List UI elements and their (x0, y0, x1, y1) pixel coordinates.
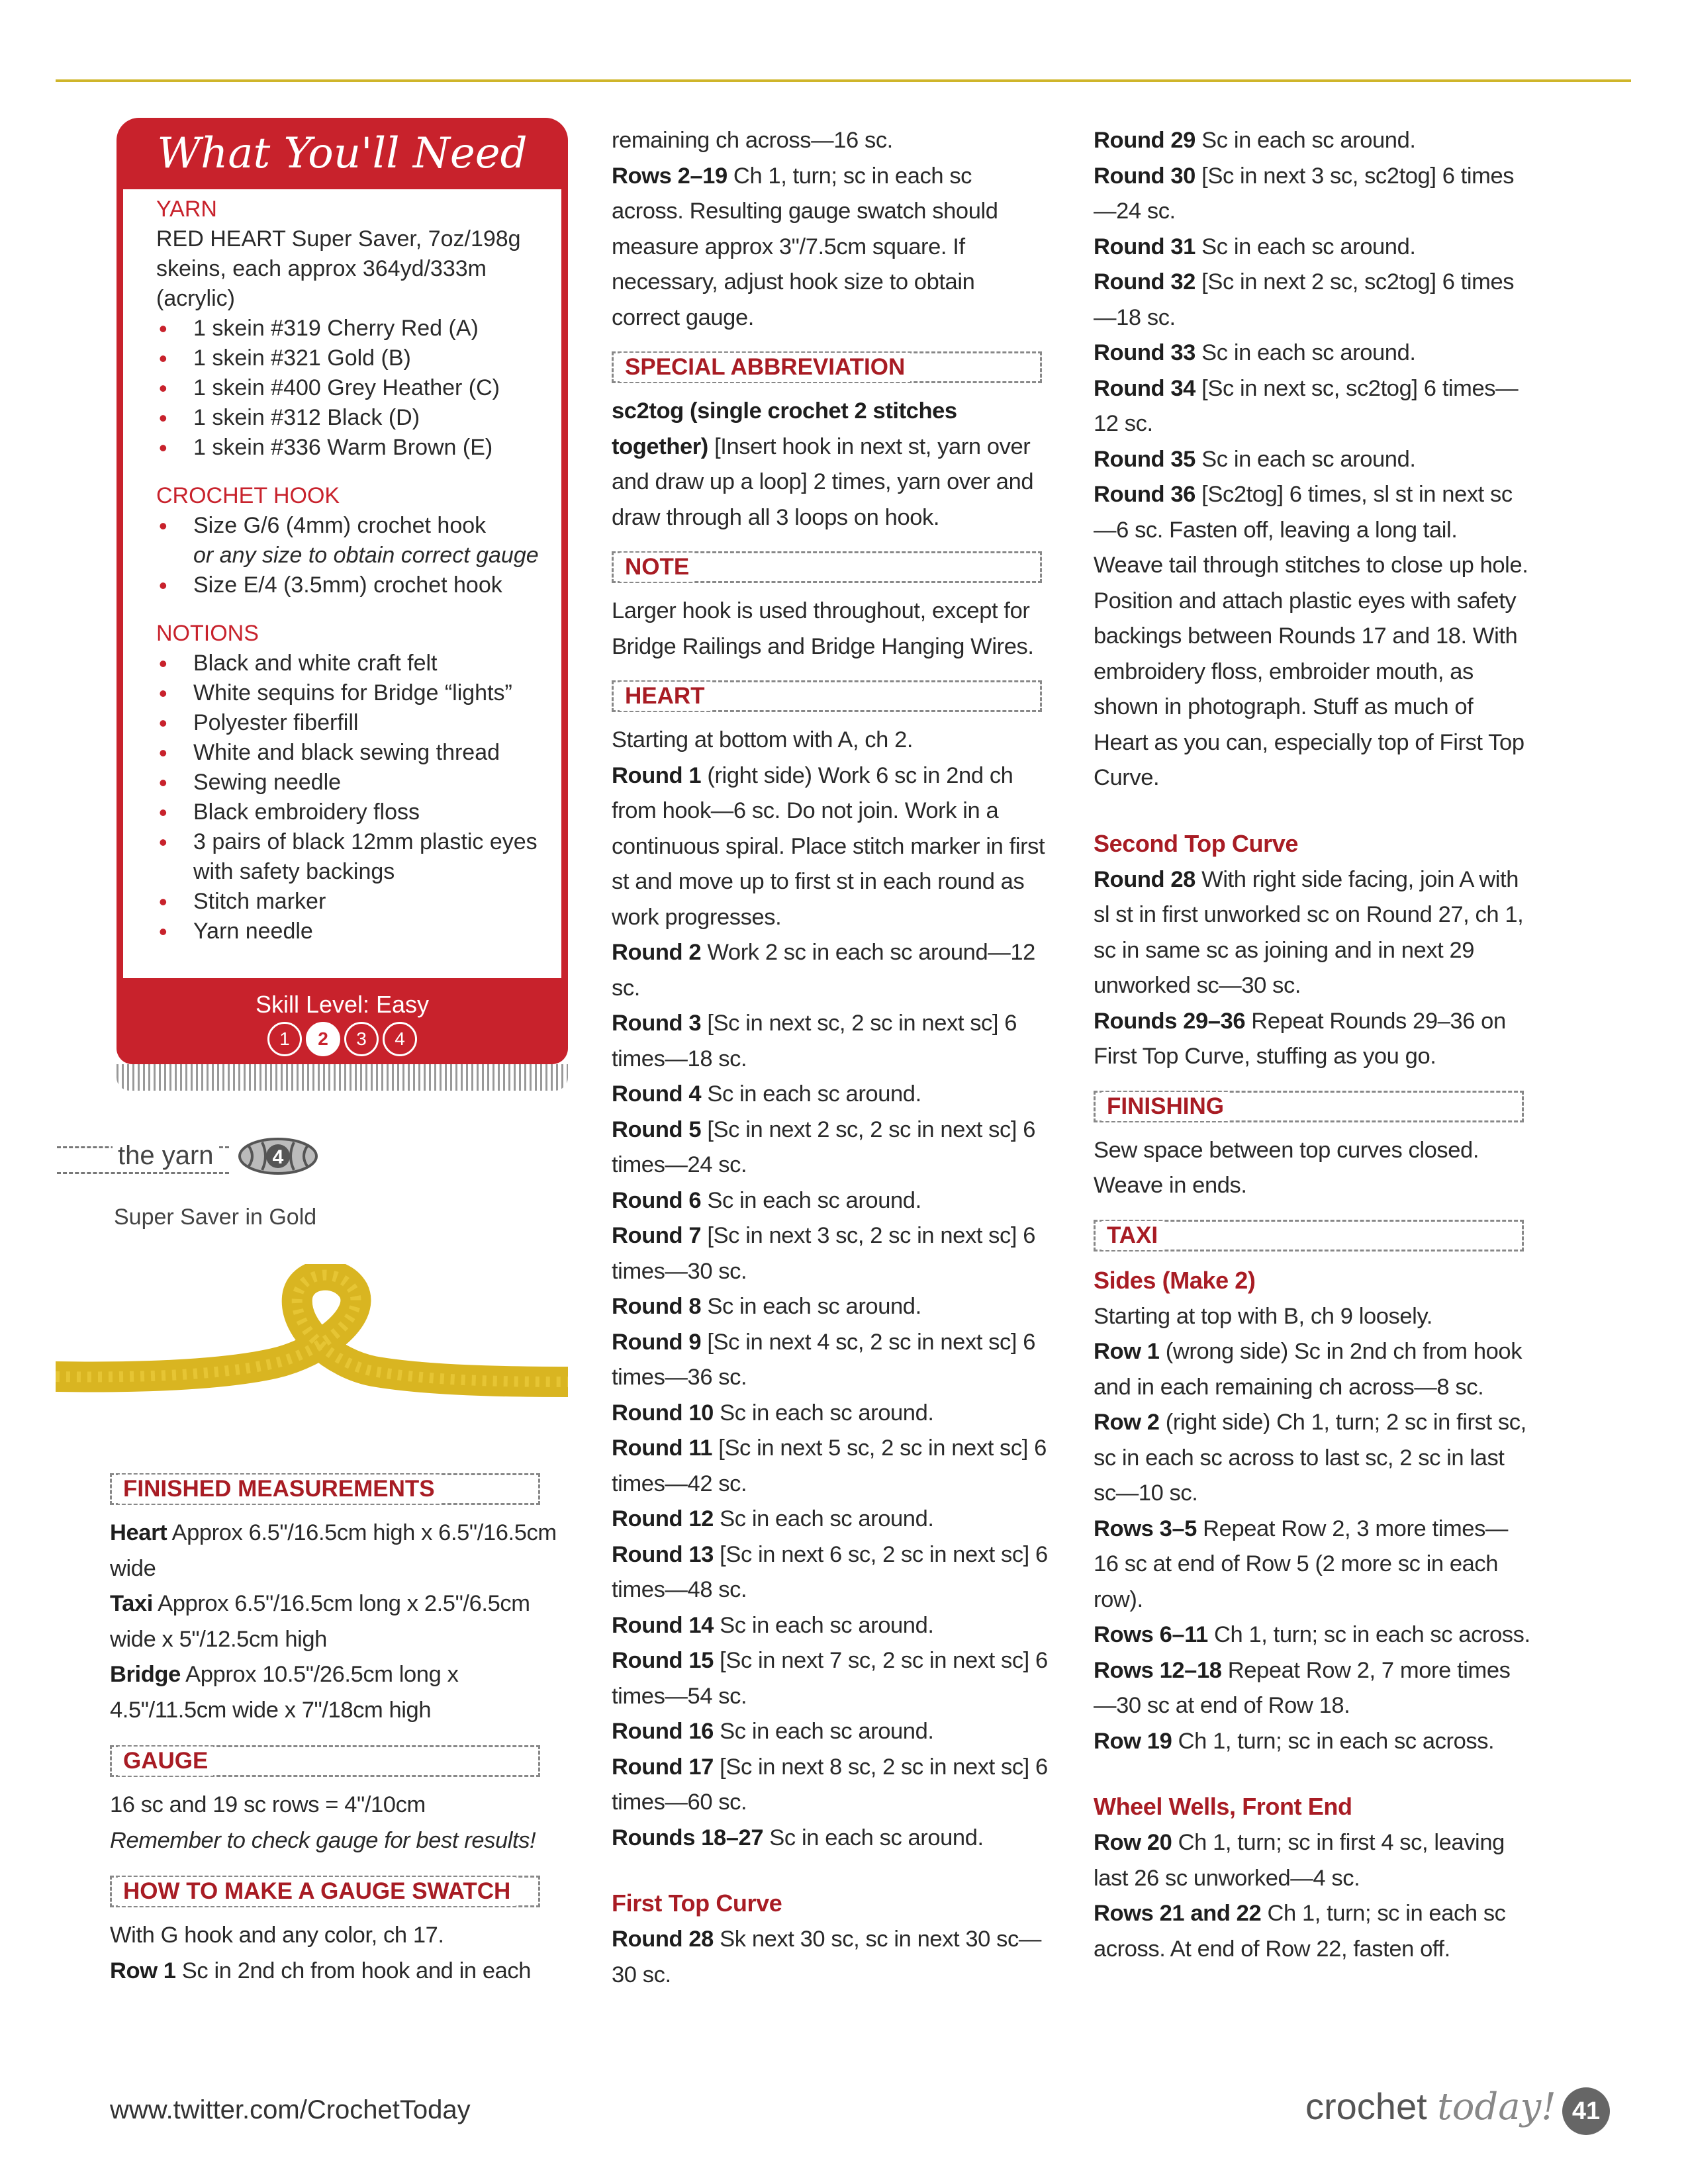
round-32: Round 32 [Sc in next 2 sc, sc2tog] 6 times—18 sc. (1094, 269, 1515, 330)
round-12: Round 12 Sc in each sc around. (612, 1506, 934, 1531)
left-column (110, 1463, 573, 1989)
heart-header: HEART (612, 678, 1042, 716)
list-item: • 3 pairs of black 12mm plastic eyes with safety backings (193, 827, 548, 887)
list-item: • Black embroidery floss (193, 797, 548, 827)
page-number: 41 (1562, 2087, 1610, 2135)
round-31: Round 31 Sc in each sc around. (1094, 234, 1416, 259)
round-9: Round 9 [Sc in next 4 sc, 2 sc in next sc] 6 times—36 sc. (612, 1329, 1036, 1390)
finished-measurements-header: FINISHED MEASUREMENTS (110, 1471, 540, 1509)
yarn-list (156, 314, 548, 463)
hook-item-text: Size G/6 (4mm) crochet hook (193, 513, 487, 538)
measurement-heart: Heart Approx 6.5"/16.5cm high x 6.5"/16.5cm wide (110, 1520, 557, 1581)
list-item: • 1 skein #400 Grey Heather (C) (193, 373, 548, 403)
first-top-curve-heading: First Top Curve (612, 1889, 782, 1917)
yarn-title: YARN (156, 197, 217, 222)
finishing-text: Sew space between top curves closed. Weave in ends. (1094, 1137, 1479, 1198)
round-3: Round 3 [Sc in next sc, 2 sc in next sc] 6 times—18 sc. (612, 1011, 1017, 1071)
second-top-curve-heading: Second Top Curve (1094, 829, 1298, 857)
brand-logo: crochet today! (1305, 2085, 1556, 2128)
rows-2-19: Rows 2–19 Ch 1, turn; sc in each sc across. Resulting gauge swatch should measure approx 3"/7.5cm square. If necessary, adjust hook size to obtain correct gauge. (612, 163, 998, 330)
wheel-rows-21-22: Rows 21 and 22 Ch 1, turn; sc in each sc across. At end of Row 22, fasten off. (1094, 1901, 1506, 1962)
skill-level-4: 4 (383, 1022, 417, 1056)
round-16: Round 16 Sc in each sc around. (612, 1719, 934, 1744)
taxi-header: TAXI (1094, 1217, 1524, 1255)
wyn-title: What You'll Need (117, 118, 568, 189)
list-item (193, 511, 548, 570)
side-row-1: Row 1 (wrong side) Sc in 2nd ch from hook and in each remaining ch across—8 sc. (1094, 1339, 1523, 1400)
gauge-swatch-header: HOW TO MAKE A GAUGE SWATCH (110, 1873, 540, 1911)
note-header: NOTE (612, 549, 1042, 587)
round-34: Round 34 [Sc in next sc, sc2tog] 6 times—12 sc. (1094, 375, 1519, 436)
yarn-caption: Super Saver in Gold (114, 1205, 317, 1230)
round-35: Round 35 Sc in each sc around. (1094, 446, 1416, 472)
list-item: • Polyester fiberfill (193, 708, 548, 738)
note-text: Larger hook is used throughout, except for Bridge Railings and Bridge Hanging Wires. (612, 598, 1034, 659)
list-item: • 1 skein #336 Warm Brown (E) (193, 433, 548, 463)
top-rule (56, 79, 1631, 82)
gauge-note: Remember to check gauge for best results! (110, 1827, 536, 1853)
round-17: Round 17 [Sc in next 8 sc, 2 sc in next sc] 6 times—60 sc. (612, 1754, 1048, 1815)
notions-title: NOTIONS (156, 621, 259, 646)
list-item: • Size E/4 (3.5mm) crochet hook (193, 570, 548, 600)
hook-list (156, 511, 548, 600)
round-8: Round 8 Sc in each sc around. (612, 1294, 921, 1319)
list-item: • Black and white craft felt (193, 649, 548, 678)
second-top-curve-round-28: Round 28 With right side facing, join A with sl st in first unworked sc on Round 27, ch 1, sc in same sc as joining and in next 29 unworked sc—30 sc. (1094, 866, 1524, 998)
skill-level-3: 3 (344, 1022, 379, 1056)
gauge-text: 16 sc and 19 sc rows = 4"/10cm (110, 1792, 426, 1817)
list-item: • White and black sewing thread (193, 738, 548, 768)
round-1: Round 1 (right side) Work 6 sc in 2nd ch from hook—6 sc. Do not join. Work in a continuous spiral. Place stitch marker in first st and move up to first st in each round as work progresses. (612, 762, 1045, 930)
wheel-wells-heading: Wheel Wells, Front End (1094, 1793, 1352, 1820)
swatch-row1: Row 1 Sc in 2nd ch from hook and in each (110, 1958, 532, 1983)
right-column (1094, 123, 1530, 1967)
round-5: Round 5 [Sc in next 2 sc, 2 sc in next sc] 6 times—24 sc. (612, 1116, 1036, 1177)
measurement-taxi: Taxi Approx 6.5"/16.5cm long x 2.5"/6.5cm wide x 5"/12.5cm high (110, 1591, 530, 1652)
hook-item-note: or any size to obtain correct gauge (193, 543, 539, 568)
round-29: Round 29 Sc in each sc around. (1094, 128, 1416, 153)
round-13: Round 13 [Sc in next 6 sc, 2 sc in next sc] 6 times—48 sc. (612, 1541, 1048, 1602)
notions-list (156, 649, 548, 946)
round-14: Round 14 Sc in each sc around. (612, 1612, 934, 1638)
second-top-curve-rounds-29-36: Rounds 29–36 Repeat Rounds 29–36 on First Top Curve, stuffing as you go. (1094, 1008, 1506, 1069)
the-yarn-text: the yarn (113, 1141, 219, 1170)
skill-level-banner (117, 978, 568, 1064)
wyn-body (117, 189, 568, 1024)
yarn-weight-icon (236, 1133, 320, 1179)
list-item: • 1 skein #321 Gold (B) (193, 343, 548, 373)
special-abbreviation: sc2tog (single crochet 2 stitches together) [Insert hook in next st, yarn over and draw up a loop] 2 times, yarn over and draw through all 3 loops on hook. (612, 398, 1034, 530)
measurement-bridge: Bridge Approx 10.5"/26.5cm long x 4.5"/11.5cm wide x 7"/18cm high (110, 1662, 459, 1723)
round-6: Round 6 Sc in each sc around. (612, 1187, 921, 1213)
spiral-binding-graphic (117, 1064, 568, 1091)
list-item: • White sequins for Bridge “lights” (193, 678, 548, 708)
sides-start: Starting at top with B, ch 9 loosely. (1094, 1303, 1432, 1329)
first-top-curve-round-28: Round 28 Sk next 30 sc, sc in next 30 sc—30 sc. (612, 1927, 1041, 1987)
what-youll-need-box (117, 118, 568, 1109)
side-rows-3-5: Rows 3–5 Repeat Row 2, 3 more times—16 sc at end of Row 5 (2 more sc in each row). (1094, 1516, 1509, 1612)
middle-column (612, 123, 1049, 1993)
heart-start: Starting at bottom with A, ch 2. (612, 727, 914, 752)
side-row-2: Row 2 (right side) Ch 1, turn; 2 sc in first sc, sc in each sc across to last sc, 2 sc in last sc—10 sc. (1094, 1410, 1526, 1506)
side-rows-6-11: Rows 6–11 Ch 1, turn; sc in each sc across. (1094, 1622, 1530, 1647)
list-item: • Stitch marker (193, 887, 548, 917)
round-10: Round 10 Sc in each sc around. (612, 1400, 934, 1426)
special-abbreviation-header: SPECIAL ABBREVIATION (612, 349, 1042, 387)
sides-heading: Sides (Make 2) (1094, 1266, 1256, 1294)
round-2: Round 2 Work 2 sc in each sc around—12 sc. (612, 940, 1035, 1001)
skill-level-2: 2 (306, 1022, 340, 1056)
yarn-weight-number: 4 (272, 1146, 284, 1168)
wheel-row-20: Row 20 Ch 1, turn; sc in first 4 sc, leaving last 26 sc unworked—4 sc. (1094, 1830, 1505, 1891)
side-row-19: Row 19 Ch 1, turn; sc in each sc across. (1094, 1728, 1495, 1754)
list-item: • 1 skein #312 Black (D) (193, 403, 548, 433)
list-item: • Sewing needle (193, 768, 548, 797)
side-rows-12-18: Rows 12–18 Repeat Row 2, 7 more times—30 sc at end of Row 18. (1094, 1657, 1511, 1718)
list-item: • Yarn needle (193, 917, 548, 946)
gold-yarn-image (56, 1264, 568, 1416)
skill-level-label: Skill Level: Easy (255, 991, 430, 1018)
list-item: • 1 skein #319 Cherry Red (A) (193, 314, 548, 343)
rounds-18-27: Rounds 18–27 Sc in each sc around. (612, 1825, 984, 1850)
yarn-desc: RED HEART Super Saver, 7oz/198g skeins, each approx 364yd/333m (acrylic) (156, 226, 521, 311)
round-7: Round 7 [Sc in next 3 sc, 2 sc in next sc] 6 times—30 sc. (612, 1223, 1036, 1284)
hook-title: CROCHET HOOK (156, 483, 340, 508)
finishing-header: FINISHING (1094, 1088, 1524, 1126)
gauge-header: GAUGE (110, 1743, 540, 1781)
round-36: Round 36 [Sc2tog] 6 times, sl st in next sc—6 sc. Fasten off, leaving a long tail. Weave tail through stitches to close up hole. Position and attach plastic eyes with safety backings between Rounds 17 and 18. With embroidery floss, embroider mouth, as shown in photograph. Stuff as much of Heart as you can, especially top of First Top Curve. (1094, 482, 1528, 790)
footer-twitter-link[interactable]: www.twitter.com/CrochetToday (110, 2095, 471, 2124)
round-30: Round 30 [Sc in next 3 sc, sc2tog] 6 times—24 sc. (1094, 163, 1515, 224)
skill-level-circles (117, 1022, 568, 1056)
swatch-text: With G hook and any color, ch 17. (110, 1923, 444, 1948)
round-15: Round 15 [Sc in next 7 sc, 2 sc in next sc] 6 times—54 sc. (612, 1648, 1048, 1709)
swatch-continued: remaining ch across—16 sc. (612, 128, 893, 153)
round-11: Round 11 [Sc in next 5 sc, 2 sc in next sc] 6 times—42 sc. (612, 1435, 1047, 1496)
skill-level-1: 1 (267, 1022, 302, 1056)
round-33: Round 33 Sc in each sc around. (1094, 340, 1416, 365)
round-4: Round 4 Sc in each sc around. (612, 1081, 921, 1107)
